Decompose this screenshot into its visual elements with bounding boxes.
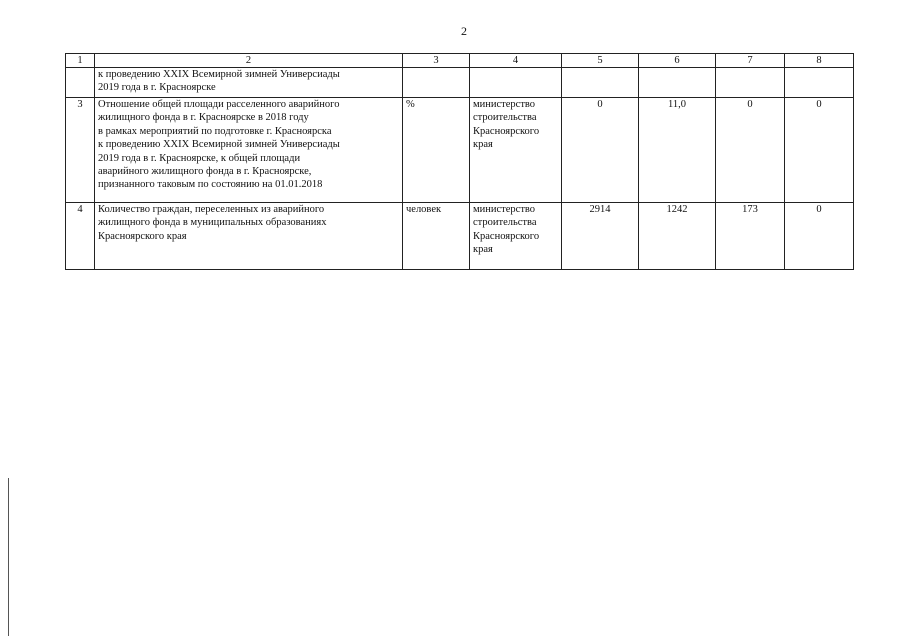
text-line: к проведению XXIX Всемирной зимней Универсиады bbox=[98, 69, 340, 80]
scan-edge-line bbox=[8, 478, 9, 636]
column-header: 8 bbox=[785, 54, 854, 68]
column-number-row bbox=[66, 54, 854, 68]
unit-cell bbox=[403, 68, 470, 98]
text-line: строительства bbox=[473, 112, 537, 124]
value-cell bbox=[785, 68, 854, 98]
text-line: аварийного жилищного фонда в г. Красноярске, bbox=[98, 166, 312, 178]
column-header: 1 bbox=[66, 54, 95, 68]
value-cell: 173 bbox=[716, 203, 785, 270]
text-line: Красноярского края bbox=[98, 230, 187, 242]
text-line: 2019 года в г. Красноярске bbox=[98, 82, 216, 94]
text-line: Отношение общей площади расселенного аварийного bbox=[98, 99, 340, 110]
row-number-cell bbox=[66, 68, 95, 98]
indicator-text-cell bbox=[95, 203, 403, 270]
page-number: 2 bbox=[461, 24, 467, 38]
indicators-table bbox=[65, 53, 854, 270]
row-number-cell: 3 bbox=[66, 98, 95, 203]
text-line: признанного таковым по состоянию на 01.01.2018 bbox=[98, 179, 323, 191]
column-header: 7 bbox=[716, 54, 785, 68]
responsible-cell bbox=[470, 98, 562, 203]
value-cell bbox=[716, 68, 785, 98]
column-header: 3 bbox=[403, 54, 470, 68]
text-line: края bbox=[473, 139, 493, 151]
value-cell: 0 bbox=[785, 98, 854, 203]
value-cell: 2914 bbox=[562, 203, 639, 270]
value-cell bbox=[562, 68, 639, 98]
indicator-text-cell bbox=[95, 68, 403, 98]
value-cell bbox=[639, 68, 716, 98]
text-line: в рамках мероприятий по подготовке г. Красноярска bbox=[98, 125, 332, 137]
column-header: 6 bbox=[639, 54, 716, 68]
value-cell: 1242 bbox=[639, 203, 716, 270]
text-line: Красноярского bbox=[473, 230, 540, 242]
value-cell: 0 bbox=[785, 203, 854, 270]
table-row bbox=[66, 203, 854, 270]
text-line: края bbox=[473, 244, 493, 256]
text-line: жилищного фонда в г. Красноярске в 2018 году bbox=[98, 112, 309, 124]
text-line: министерство bbox=[473, 204, 536, 215]
continuation-row bbox=[66, 68, 854, 98]
column-header: 5 bbox=[562, 54, 639, 68]
responsible-cell bbox=[470, 68, 562, 98]
indicator-text-cell bbox=[95, 98, 403, 203]
text-line: жилищного фонда в муниципальных образованиях bbox=[98, 217, 327, 229]
row-number-cell: 4 bbox=[66, 203, 95, 270]
text-line: 2019 года в г. Красноярске, к общей площади bbox=[98, 152, 301, 164]
table-row bbox=[66, 98, 854, 203]
text-line: Количество граждан, переселенных из аварийного bbox=[98, 204, 325, 215]
text-line: министерство bbox=[473, 99, 536, 110]
responsible-cell bbox=[470, 203, 562, 270]
unit-cell: % bbox=[403, 98, 470, 203]
value-cell: 11,0 bbox=[639, 98, 716, 203]
text-line: Красноярского bbox=[473, 125, 540, 137]
column-header: 2 bbox=[95, 54, 403, 68]
value-cell: 0 bbox=[716, 98, 785, 203]
unit-cell: человек bbox=[403, 203, 470, 270]
column-header: 4 bbox=[470, 54, 562, 68]
text-line: строительства bbox=[473, 217, 537, 229]
value-cell: 0 bbox=[562, 98, 639, 203]
text-line: к проведению XXIX Всемирной зимней Универсиады bbox=[98, 139, 340, 151]
